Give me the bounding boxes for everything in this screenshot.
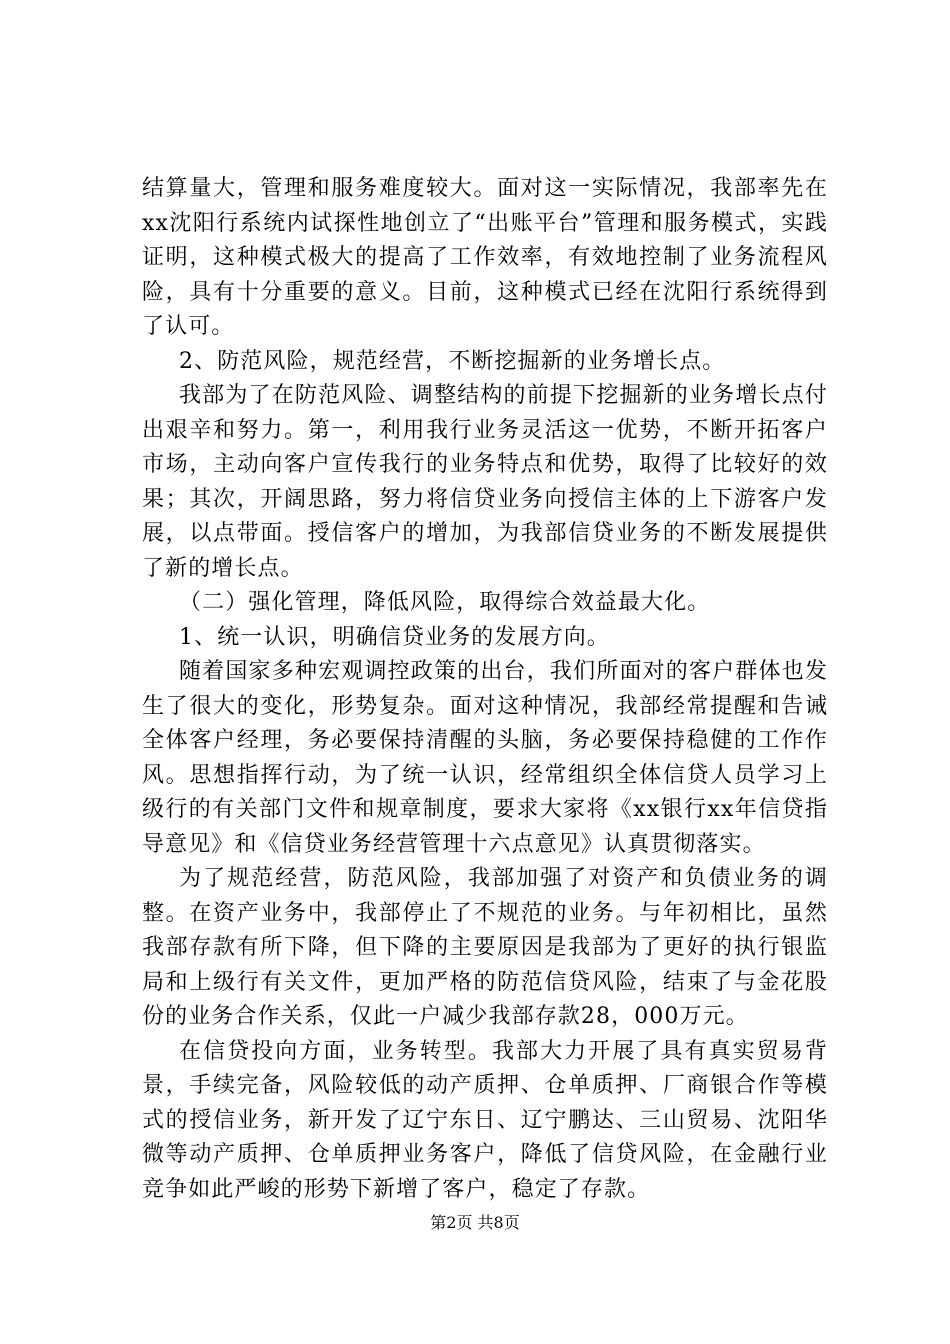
paragraph-asset-adjustment: 为了规范经营，防范风险，我部加强了对资产和负债业务的调整。在资产业务中，我部停止了不规范的业务。与年初相比，虽然我部存款有所下降，但下降的主要原因是我部为了更好的执行银监局和上级行有关文件，更加严格的防范信贷风险，结束了与金花股份的业务合作关系，仅此一户减少我部存款28，000万元。	[142, 866, 828, 1029]
subheading-unify-understanding: 1、统一认识，明确信贷业务的发展方向。	[179, 624, 610, 650]
page-number-footer: 第2页 共8页	[430, 1213, 520, 1232]
paragraph-credit-direction: 在信贷投向方面，业务转型。我部大力开展了具有真实贸易背景，手续完备，风险较低的动产质押、仓单质押、厂商银合作等模式的授信业务，新开发了辽宁东日、辽宁鹏达、三山贸易、沈阳华微等动产质押、仓单质押业务客户，降低了信贷风险，在金融行业竞争如此严峻的形势下新增了客户，稳定了存款。	[142, 1038, 828, 1202]
paragraph-growth-points: 我部为了在防范风险、调整结构的前提下挖掘新的业务增长点付出艰辛和努力。第一，利用我行业务灵活这一优势，不断开拓客户市场，主动向客户宣传我行的业务特点和优势，取得了比较好的效果；其次，开阔思路，努力将信贷业务向授信主体的上下游客户发展，以点带面。授信客户的增加，为我部信贷业务的不断发展提供了新的增长点。	[142, 383, 828, 581]
document-body	[142, 172, 828, 1207]
paragraph-continuation: 结算量大，管理和服务难度较大。面对这一实际情况，我部率先在xx沈阳行系统内试探性地创立了“出账平台”管理和服务模式，实践证明，这种模式极大的提高了工作效率，有效地控制了业务流程风险，具有十分重要的意义。目前，这种模式已经在沈阳行系统得到了认可。	[142, 176, 828, 339]
section-heading-management: （二）强化管理，降低风险，取得综合效益最大化。	[179, 590, 711, 615]
paragraph-macro-policy: 随着国家多种宏观调控政策的出台，我们所面对的客户群体也发生了很大的变化，形势复杂。面对这种情况，我部经常提醒和告诫全体客户经理，务必要保持清醒的头脑，务必要保持稳健的工作作风。思想指挥行动，为了统一认识，经常组织全体信贷人员学习上级行的有关部门文件和规章制度，要求大家将《xx银行xx年信贷指导意见》和《信贷业务经营管理十六点意见》认真贯彻落实。	[142, 659, 828, 857]
subheading-risk-prevention: 2、防范风险，规范经营，不断挖掘新的业务增长点。	[179, 348, 726, 374]
